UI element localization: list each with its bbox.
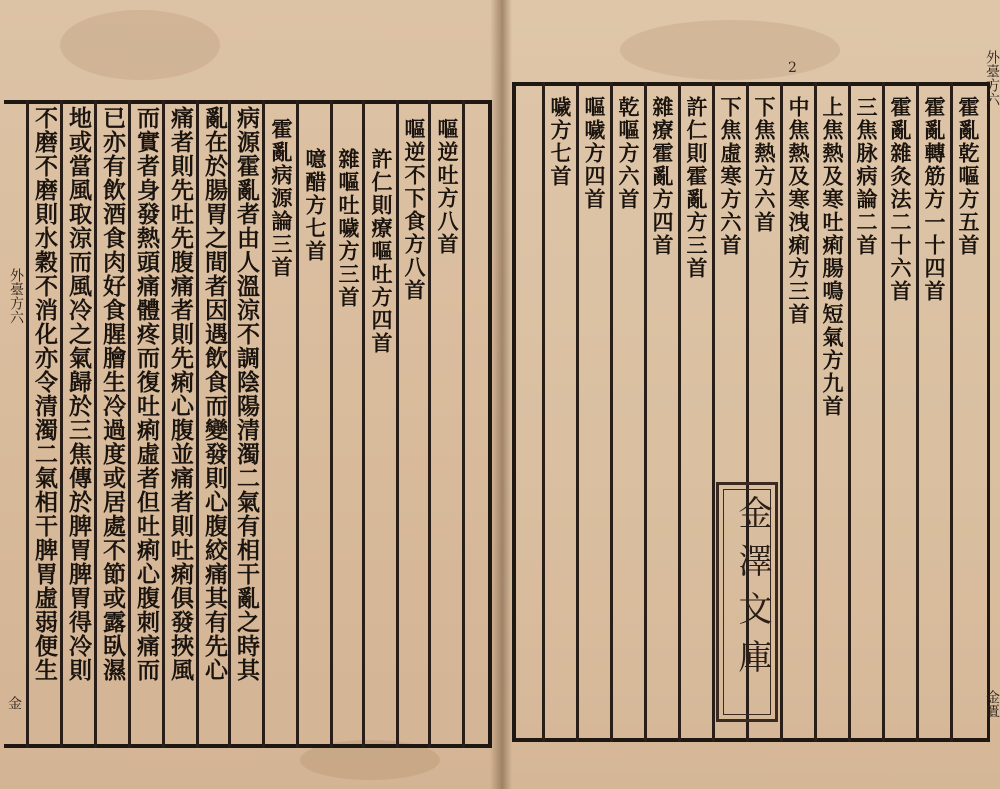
body-text-column: 地或當風取涼而風冷之氣歸於三焦傳於脾胃脾胃得冷則 [65,106,92,682]
page-mark: 2 [788,60,797,76]
toc-entry: 乾嘔方六首 [616,96,641,211]
toc-entry: 嘔噦方四首 [582,96,607,211]
toc-entry: 下焦熱方六首 [752,96,777,234]
toc-entry: 雜嘔吐噦方三首 [336,148,361,309]
toc-entry: 上焦熱及寒吐痢腸鳴短氣方九首 [820,96,845,418]
corner-mark: 金匱 [984,690,1000,718]
stamp-text: 金澤文庫 [732,495,772,687]
toc-entry: 三焦脉病論二首 [854,96,879,257]
toc-entry: 下焦虛寒方六首 [718,96,743,257]
toc-entry: 噦方七首 [548,96,573,188]
toc-entry: 霍亂乾嘔方五首 [956,96,981,257]
body-text-column: 不磨不磨則水穀不消化亦令清濁二氣相干脾胃虛弱便生 [31,106,58,682]
body-text-column: 已亦有飲酒食肉好食腥膾生冷過度或居處不節或露臥濕 [99,106,126,682]
column-rule [262,100,265,748]
body-text-column: 痛者則先吐先腹痛者則先痢心腹並痛者則吐痢俱發挾風 [167,106,194,682]
library-seal-stamp [716,482,778,722]
binding-gutter [490,0,512,789]
margin-label: 外臺方六 [984,50,1000,106]
toc-entry: 嘔逆吐方八首 [435,118,460,256]
margin-label: 外臺方六 [8,268,24,324]
toc-entry: 許仁則霍亂方三首 [684,96,709,280]
corner-mark: 金 [6,696,22,710]
toc-entry: 霍亂雜灸法二十六首 [888,96,913,303]
toc-entry: 中焦熱及寒洩痢方三首 [786,96,811,326]
body-text-column: 亂在於腸胃之間者因遇飲食而變發則心腹絞痛其有先心 [201,106,228,682]
toc-entry: 噫醋方七首 [303,148,328,263]
paper-stain [620,20,840,80]
column-rule [462,100,465,748]
toc-entry: 霍亂轉筋方一十四首 [922,96,947,303]
toc-entry: 霍亂病源論三首 [269,118,294,279]
toc-entry: 許仁則療嘔吐方四首 [369,148,394,355]
body-text-column: 病源霍亂者由人溫涼不調陰陽清濁二氣有相干亂之時其 [233,106,260,682]
toc-entry: 雜療霍亂方四首 [650,96,675,257]
paper-stain [60,10,220,80]
toc-entry: 嘔逆不下食方八首 [402,118,427,302]
column-rule [296,100,299,748]
body-text-column: 而實者身發熱頭痛體疼而復吐痢虛者但吐痢心腹刺痛而 [133,106,160,682]
